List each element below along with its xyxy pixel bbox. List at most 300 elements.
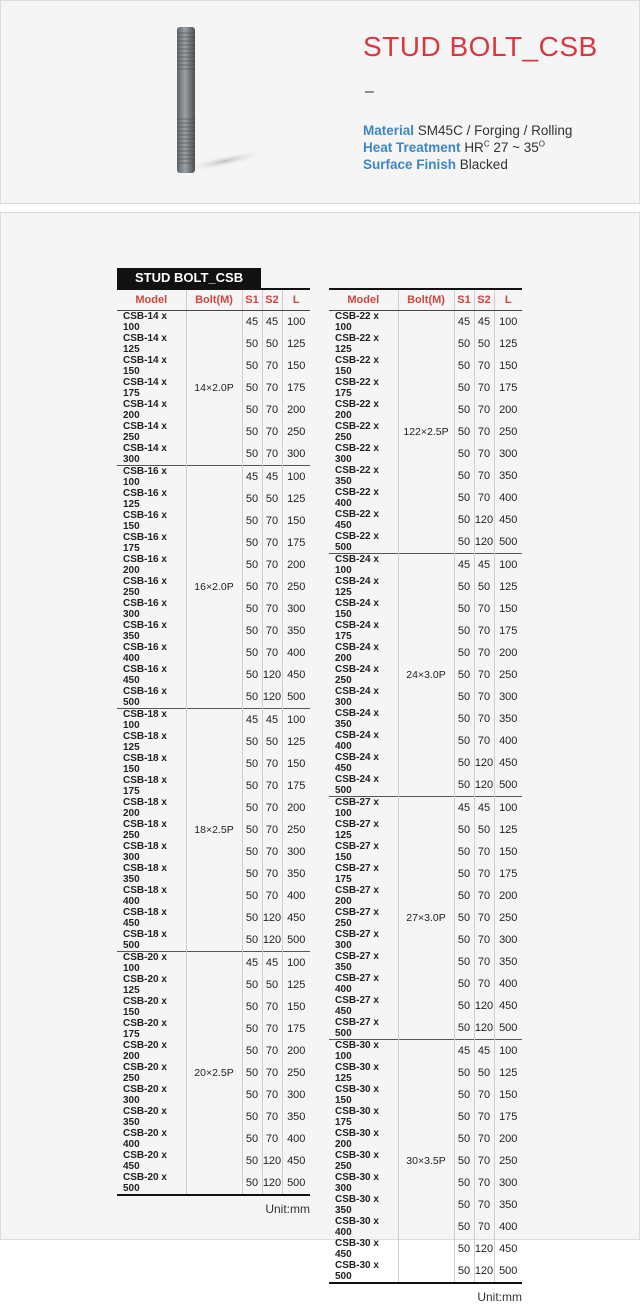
model-cell: CSB-18 x 150	[123, 753, 167, 775]
length-cell: 400	[494, 487, 522, 509]
length-cell: 300	[282, 1084, 310, 1106]
s2-cell: 70	[262, 532, 282, 554]
s1-cell: 50	[242, 377, 262, 399]
s2-cell: 70	[262, 1106, 282, 1128]
heat-treatment-value: $HR^C$ 27 ~ $35^O$	[464, 139, 545, 155]
model-cell: CSB-14 x 300	[123, 443, 167, 465]
s1-cell: 50	[242, 1018, 262, 1040]
table-row	[329, 1040, 522, 1063]
length-cell: 175	[282, 532, 310, 554]
model-cell: CSB-18 x 175	[123, 775, 167, 797]
s2-cell: 70	[474, 399, 494, 421]
s2-cell: 50	[474, 576, 494, 598]
length-cell: 450	[494, 995, 522, 1017]
length-cell: 450	[494, 1238, 522, 1260]
model-cell: CSB-16 x 150	[123, 510, 167, 532]
column-header: Model	[329, 289, 398, 311]
model-cell: CSB-16 x 500	[123, 686, 167, 708]
s2-cell: 45	[474, 554, 494, 577]
s2-cell: 70	[474, 377, 494, 399]
s2-cell: 70	[262, 642, 282, 664]
s1-cell: 50	[242, 664, 262, 686]
length-cell: 350	[494, 708, 522, 730]
s2-cell: 120	[474, 1017, 494, 1040]
s1-cell: 50	[454, 1172, 474, 1194]
length-cell: 500	[282, 929, 310, 952]
unit-label: Unit:mm	[265, 1202, 310, 1216]
s2-cell: 70	[474, 487, 494, 509]
length-cell: 450	[282, 664, 310, 686]
s1-cell: 50	[454, 509, 474, 531]
s1-cell: 50	[242, 974, 262, 996]
model-cell: CSB-30 x 150	[335, 1084, 379, 1106]
length-cell: 300	[494, 443, 522, 465]
length-cell: 125	[282, 974, 310, 996]
model-cell: CSB-22 x 150	[335, 355, 379, 377]
length-cell: 250	[282, 1062, 310, 1084]
s2-cell: 120	[474, 995, 494, 1017]
s2-cell: 70	[262, 399, 282, 421]
s2-cell: 120	[262, 929, 282, 952]
s1-cell: 50	[242, 1062, 262, 1084]
s1-cell: 50	[454, 1260, 474, 1283]
spec-table-left	[117, 288, 310, 1196]
s2-cell: 120	[262, 1150, 282, 1172]
length-cell: 150	[282, 753, 310, 775]
s1-cell: 50	[454, 642, 474, 664]
s2-cell: 70	[474, 973, 494, 995]
length-cell: 150	[282, 996, 310, 1018]
length-cell: 300	[494, 1172, 522, 1194]
s2-cell: 70	[262, 885, 282, 907]
length-cell: 150	[282, 510, 310, 532]
s2-cell: 70	[262, 863, 282, 885]
length-cell: 125	[494, 576, 522, 598]
length-cell: 125	[494, 333, 522, 355]
s2-cell: 70	[262, 996, 282, 1018]
s2-cell: 70	[262, 598, 282, 620]
s2-cell: 50	[474, 819, 494, 841]
s1-cell: 50	[454, 907, 474, 929]
model-cell: CSB-24 x 200	[335, 642, 379, 664]
s1-cell: 45	[454, 311, 474, 334]
length-cell: 100	[282, 466, 310, 489]
model-cell: CSB-14 x 175	[123, 377, 167, 399]
model-cell: CSB-18 x 350	[123, 863, 167, 885]
column-header: L	[282, 289, 310, 311]
model-cell: CSB-27 x 350	[335, 951, 379, 973]
s1-cell: 50	[242, 819, 262, 841]
s1-cell: 50	[454, 443, 474, 465]
column-header: Model	[117, 289, 186, 311]
s2-cell: 70	[474, 664, 494, 686]
model-cell: CSB-24 x 300	[335, 686, 379, 708]
model-cell: CSB-22 x 500	[335, 531, 379, 553]
s1-cell: 50	[454, 1216, 474, 1238]
model-cell: CSB-30 x 300	[335, 1172, 379, 1194]
s2-cell: 70	[474, 598, 494, 620]
product-title: STUD BOLT_CSB	[363, 31, 598, 62]
model-cell: CSB-16 x 450	[123, 664, 167, 686]
s2-cell: 70	[474, 885, 494, 907]
length-cell: 175	[494, 620, 522, 642]
s1-cell: 50	[454, 686, 474, 708]
model-cell: CSB-20 x 250	[123, 1062, 167, 1084]
s1-cell: 50	[454, 1150, 474, 1172]
model-cell: CSB-24 x 150	[335, 598, 379, 620]
s2-cell: 120	[262, 686, 282, 709]
length-cell: 250	[282, 421, 310, 443]
model-cell: CSB-20 x 350	[123, 1106, 167, 1128]
model-cell: CSB-27 x 150	[335, 841, 379, 863]
surface-finish-value: Blacked	[459, 157, 508, 172]
model-cell: CSB-24 x 450	[335, 752, 379, 774]
length-cell: 150	[282, 355, 310, 377]
s1-cell: 50	[242, 929, 262, 952]
s1-cell: 45	[242, 311, 262, 334]
s2-cell: 120	[474, 774, 494, 797]
model-cell: CSB-18 x 250	[123, 819, 167, 841]
length-cell: 450	[282, 907, 310, 929]
table-header-row	[329, 289, 522, 311]
length-cell: 175	[494, 863, 522, 885]
s2-cell: 45	[474, 311, 494, 334]
heat-treatment-label: Heat Treatment	[363, 140, 461, 155]
product-header-card	[0, 0, 640, 204]
length-cell: 100	[282, 952, 310, 975]
s2-cell: 120	[474, 1238, 494, 1260]
s1-cell: 50	[454, 620, 474, 642]
s1-cell: 50	[454, 1062, 474, 1084]
length-cell: 150	[494, 598, 522, 620]
s2-cell: 70	[474, 1128, 494, 1150]
s1-cell: 45	[242, 709, 262, 732]
model-cell: CSB-16 x 350	[123, 620, 167, 642]
model-cell: CSB-20 x 175	[123, 1018, 167, 1040]
model-cell: CSB-18 x 300	[123, 841, 167, 863]
model-cell: CSB-14 x 250	[123, 421, 167, 443]
s1-cell: 50	[454, 730, 474, 752]
model-cell: CSB-16 x 250	[123, 576, 167, 598]
model-cell: CSB-24 x 350	[335, 708, 379, 730]
model-cell: CSB-30 x 450	[335, 1238, 379, 1260]
s1-cell: 50	[454, 576, 474, 598]
s1-cell: 50	[454, 863, 474, 885]
s1-cell: 50	[454, 951, 474, 973]
column-header: Bolt(M)	[398, 289, 454, 311]
table-row	[329, 797, 522, 820]
s1-cell: 50	[242, 532, 262, 554]
s2-cell: 50	[474, 1062, 494, 1084]
model-cell: CSB-14 x 150	[123, 355, 167, 377]
model-cell: CSB-20 x 300	[123, 1084, 167, 1106]
s1-cell: 50	[242, 841, 262, 863]
model-cell: CSB-24 x 175	[335, 620, 379, 642]
length-cell: 250	[494, 421, 522, 443]
table-title: STUD BOLT_CSB	[117, 268, 261, 288]
length-cell: 200	[494, 642, 522, 664]
s2-cell: 45	[262, 952, 282, 975]
model-cell: CSB-22 x 300	[335, 443, 379, 465]
s1-cell: 45	[454, 554, 474, 577]
s2-cell: 70	[474, 620, 494, 642]
s2-cell: 70	[474, 841, 494, 863]
material-label: Material	[363, 123, 415, 138]
length-cell: 300	[282, 841, 310, 863]
s1-cell: 50	[242, 775, 262, 797]
length-cell: 350	[494, 465, 522, 487]
s2-cell: 70	[474, 1172, 494, 1194]
model-cell: CSB-16 x 200	[123, 554, 167, 576]
s2-cell: 45	[474, 797, 494, 820]
model-cell: CSB-27 x 200	[335, 885, 379, 907]
s1-cell: 50	[454, 355, 474, 377]
s1-cell: 50	[454, 377, 474, 399]
s1-cell: 50	[454, 752, 474, 774]
s2-cell: 70	[474, 951, 494, 973]
bolt-size-cell: 122×2.5P	[398, 311, 454, 554]
s1-cell: 50	[242, 797, 262, 819]
length-cell: 400	[282, 1128, 310, 1150]
s1-cell: 50	[242, 907, 262, 929]
s1-cell: 50	[454, 995, 474, 1017]
length-cell: 450	[494, 509, 522, 531]
length-cell: 125	[282, 333, 310, 355]
s1-cell: 50	[242, 333, 262, 355]
length-cell: 400	[494, 973, 522, 995]
s2-cell: 120	[262, 664, 282, 686]
s2-cell: 70	[262, 1084, 282, 1106]
length-cell: 400	[494, 730, 522, 752]
s2-cell: 70	[474, 421, 494, 443]
model-cell: CSB-16 x 175	[123, 532, 167, 554]
length-cell: 350	[282, 863, 310, 885]
s2-cell: 70	[262, 554, 282, 576]
s2-cell: 70	[262, 1128, 282, 1150]
length-cell: 175	[282, 377, 310, 399]
model-cell: CSB-30 x 400	[335, 1216, 379, 1238]
material-value: SM45C / Forging / Rolling	[417, 123, 573, 138]
length-cell: 500	[494, 774, 522, 797]
length-cell: 100	[282, 311, 310, 334]
length-cell: 125	[494, 819, 522, 841]
spec-heat-treatment	[363, 140, 545, 155]
length-cell: 150	[494, 1084, 522, 1106]
s2-cell: 70	[474, 443, 494, 465]
s1-cell: 50	[242, 1106, 262, 1128]
column-header: S1	[454, 289, 474, 311]
length-cell: 175	[282, 775, 310, 797]
model-cell: CSB-27 x 175	[335, 863, 379, 885]
length-cell: 500	[282, 1172, 310, 1195]
length-cell: 400	[494, 1216, 522, 1238]
s2-cell: 70	[262, 421, 282, 443]
s2-cell: 50	[262, 333, 282, 355]
s1-cell: 50	[242, 554, 262, 576]
s2-cell: 45	[474, 1040, 494, 1063]
model-cell: CSB-20 x 100	[117, 952, 186, 975]
model-cell: CSB-24 x 400	[335, 730, 379, 752]
length-cell: 200	[494, 1128, 522, 1150]
model-cell: CSB-30 x 350	[335, 1194, 379, 1216]
s1-cell: 50	[242, 443, 262, 466]
s2-cell: 120	[474, 1260, 494, 1283]
s1-cell: 50	[242, 1040, 262, 1062]
column-header: L	[494, 289, 522, 311]
s1-cell: 50	[242, 1084, 262, 1106]
s2-cell: 70	[262, 819, 282, 841]
length-cell: 200	[282, 399, 310, 421]
s2-cell: 70	[262, 1018, 282, 1040]
s1-cell: 50	[454, 841, 474, 863]
length-cell: 500	[282, 686, 310, 709]
s2-cell: 70	[474, 1106, 494, 1128]
model-cell: CSB-14 x 125	[123, 333, 167, 355]
length-cell: 125	[282, 488, 310, 510]
model-cell: CSB-27 x 450	[335, 995, 379, 1017]
model-cell: CSB-22 x 250	[335, 421, 379, 443]
s1-cell: 50	[242, 510, 262, 532]
s2-cell: 70	[262, 377, 282, 399]
column-header: S2	[262, 289, 282, 311]
model-cell: CSB-18 x 125	[123, 731, 167, 753]
s1-cell: 50	[242, 863, 262, 885]
length-cell: 350	[282, 620, 310, 642]
model-cell: CSB-30 x 175	[335, 1106, 379, 1128]
model-cell: CSB-22 x 100	[335, 311, 379, 333]
s1-cell: 50	[454, 885, 474, 907]
model-cell: CSB-14 x 100	[123, 311, 167, 333]
bolt-size-cell: 27×3.0P	[398, 797, 454, 1040]
s2-cell: 70	[474, 1084, 494, 1106]
model-cell: CSB-30 x 100	[329, 1040, 398, 1063]
bolt-size-cell: 16×2.0P	[186, 466, 242, 709]
length-cell: 200	[282, 797, 310, 819]
spec-table-right-block	[329, 288, 522, 1304]
spec-table-left-block	[117, 268, 310, 1216]
s1-cell: 50	[454, 929, 474, 951]
s1-cell: 50	[242, 996, 262, 1018]
s2-cell: 120	[474, 531, 494, 554]
model-cell: CSB-24 x 250	[335, 664, 379, 686]
model-cell: CSB-18 x 200	[123, 797, 167, 819]
length-cell: 250	[494, 664, 522, 686]
length-cell: 100	[494, 1040, 522, 1063]
s2-cell: 70	[262, 1040, 282, 1062]
s1-cell: 50	[454, 1238, 474, 1260]
model-cell: CSB-22 x 400	[335, 487, 379, 509]
s1-cell: 50	[242, 1150, 262, 1172]
s2-cell: 70	[262, 1062, 282, 1084]
column-header: S2	[474, 289, 494, 311]
model-cell: CSB-20 x 400	[123, 1128, 167, 1150]
length-cell: 450	[494, 752, 522, 774]
model-cell: CSB-27 x 250	[335, 907, 379, 929]
table-header-row	[117, 289, 310, 311]
s2-cell: 50	[474, 333, 494, 355]
model-cell: CSB-22 x 125	[335, 333, 379, 355]
bolt-size-cell: 14×2.0P	[186, 311, 242, 466]
model-cell: CSB-27 x 125	[335, 819, 379, 841]
s1-cell: 50	[454, 774, 474, 797]
s2-cell: 50	[262, 488, 282, 510]
length-cell: 125	[494, 1062, 522, 1084]
s1-cell: 50	[242, 731, 262, 753]
length-cell: 300	[282, 443, 310, 466]
s2-cell: 120	[262, 1172, 282, 1195]
length-cell: 100	[494, 554, 522, 577]
s1-cell: 45	[454, 797, 474, 820]
s1-cell: 50	[454, 531, 474, 554]
bolt-size-cell: 30×3.5P	[398, 1040, 454, 1284]
s1-cell: 50	[454, 664, 474, 686]
model-cell: CSB-22 x 350	[335, 465, 379, 487]
s2-cell: 70	[474, 708, 494, 730]
s2-cell: 70	[262, 576, 282, 598]
s1-cell: 50	[454, 399, 474, 421]
s1-cell: 50	[454, 487, 474, 509]
model-cell: CSB-20 x 500	[123, 1172, 167, 1194]
length-cell: 200	[494, 885, 522, 907]
model-cell: CSB-24 x 500	[335, 774, 379, 796]
model-cell: CSB-16 x 100	[117, 466, 186, 489]
s2-cell: 70	[474, 355, 494, 377]
length-cell: 450	[282, 1150, 310, 1172]
length-cell: 350	[282, 1106, 310, 1128]
spec-material	[363, 123, 572, 138]
length-cell: 200	[282, 1040, 310, 1062]
model-cell: CSB-16 x 125	[123, 488, 167, 510]
surface-finish-label: Surface Finish	[363, 157, 457, 172]
model-cell: CSB-20 x 150	[123, 996, 167, 1018]
model-cell: CSB-16 x 300	[123, 598, 167, 620]
length-cell: 100	[494, 797, 522, 820]
s2-cell: 70	[262, 797, 282, 819]
s2-cell: 70	[474, 863, 494, 885]
length-cell: 350	[494, 951, 522, 973]
length-cell: 250	[282, 576, 310, 598]
s2-cell: 70	[474, 1150, 494, 1172]
s1-cell: 50	[242, 686, 262, 709]
model-cell: CSB-20 x 125	[123, 974, 167, 996]
s2-cell: 70	[262, 355, 282, 377]
s1-cell: 50	[454, 1194, 474, 1216]
length-cell: 100	[494, 311, 522, 334]
table-row	[329, 311, 522, 334]
s1-cell: 50	[454, 1106, 474, 1128]
model-cell: CSB-22 x 200	[335, 399, 379, 421]
stud-bolt-image	[159, 23, 269, 183]
length-cell: 250	[282, 819, 310, 841]
length-cell: 200	[494, 399, 522, 421]
s1-cell: 50	[242, 355, 262, 377]
length-cell: 300	[494, 929, 522, 951]
s2-cell: 70	[262, 775, 282, 797]
model-cell: CSB-27 x 100	[329, 797, 398, 820]
spec-table-card	[0, 212, 640, 1240]
s1-cell: 45	[242, 952, 262, 975]
length-cell: 100	[282, 709, 310, 732]
s2-cell: 70	[262, 753, 282, 775]
bolt-size-cell: 24×3.0P	[398, 554, 454, 797]
s2-cell: 70	[474, 1216, 494, 1238]
s1-cell: 50	[454, 973, 474, 995]
s1-cell: 50	[242, 598, 262, 620]
table-row	[329, 554, 522, 577]
length-cell: 500	[494, 531, 522, 554]
length-cell: 150	[494, 841, 522, 863]
table-row	[117, 311, 310, 334]
